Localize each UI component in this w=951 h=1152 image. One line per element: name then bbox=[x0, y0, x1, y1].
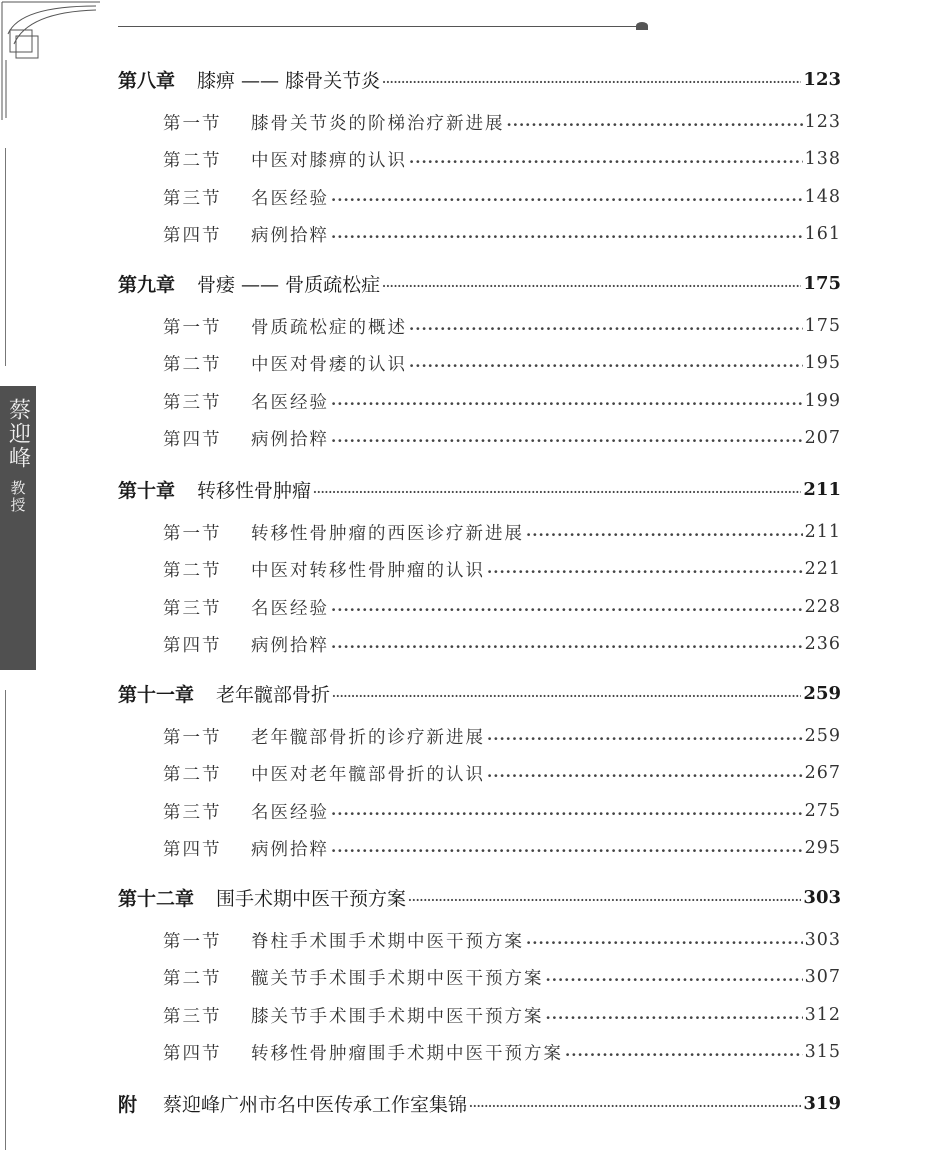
top-rule-ornament bbox=[636, 22, 648, 30]
entry-label bbox=[118, 270, 380, 297]
page-number: 228 bbox=[804, 597, 841, 617]
dot-leader bbox=[487, 762, 803, 788]
dot-leader bbox=[331, 800, 803, 826]
toc-section-entry[interactable] bbox=[163, 311, 841, 341]
section-title: 中医对转移性骨肿瘤的认识 bbox=[251, 560, 485, 581]
toc-section-entry[interactable] bbox=[163, 517, 841, 547]
section-title: 名医经验 bbox=[251, 188, 329, 209]
dot-leader bbox=[331, 390, 803, 416]
page-number: 207 bbox=[804, 428, 841, 448]
section-number: 第一节 bbox=[163, 931, 222, 952]
chapter-number: 第十章 bbox=[118, 479, 176, 502]
page-number: 175 bbox=[803, 272, 841, 294]
chapter-title: 膝痹 —— 膝骨关节炎 bbox=[197, 69, 381, 92]
toc-chapter-entry[interactable] bbox=[118, 474, 841, 504]
section-title: 髋关节手术围手术期中医干预方案 bbox=[251, 968, 544, 989]
page-number: 259 bbox=[803, 682, 841, 704]
section-title: 名医经验 bbox=[251, 802, 329, 823]
margin-rule bbox=[5, 148, 6, 366]
page-number: 123 bbox=[804, 112, 841, 132]
section-title: 病例拾粹 bbox=[251, 429, 329, 450]
entry-label bbox=[163, 110, 505, 135]
section-number: 第三节 bbox=[163, 392, 222, 413]
entry-label bbox=[163, 761, 485, 786]
toc-section-entry[interactable] bbox=[163, 144, 841, 174]
entry-label bbox=[163, 928, 524, 953]
side-tab bbox=[0, 386, 36, 670]
page-number: 312 bbox=[804, 1005, 841, 1025]
section-number: 第二节 bbox=[163, 764, 222, 785]
dot-leader bbox=[382, 66, 801, 94]
entry-label bbox=[163, 185, 329, 210]
page-number: 211 bbox=[803, 478, 841, 500]
section-number: 第四节 bbox=[163, 225, 222, 246]
chapter-title: 围手术期中医干预方案 bbox=[216, 887, 407, 910]
page-number: 303 bbox=[803, 886, 841, 908]
section-number: 第三节 bbox=[163, 598, 222, 619]
page-number: 123 bbox=[803, 68, 841, 90]
section-number: 第一节 bbox=[163, 317, 222, 338]
entry-label bbox=[163, 426, 329, 451]
entry-label bbox=[163, 724, 485, 749]
entry-label bbox=[163, 965, 544, 990]
toc-section-entry[interactable] bbox=[163, 592, 841, 622]
toc-section-entry[interactable] bbox=[163, 758, 841, 788]
entry-label bbox=[163, 314, 407, 339]
page-number: 267 bbox=[804, 763, 841, 783]
toc-section-entry[interactable] bbox=[163, 554, 841, 584]
entry-label bbox=[163, 557, 485, 582]
page-number: 148 bbox=[804, 187, 841, 207]
entry-label bbox=[118, 680, 330, 707]
dot-leader bbox=[565, 1041, 803, 1067]
entry-label bbox=[163, 595, 329, 620]
toc-section-entry[interactable] bbox=[163, 423, 841, 453]
section-number: 第四节 bbox=[163, 1043, 222, 1064]
page-number: 259 bbox=[804, 726, 841, 746]
section-title: 病例拾粹 bbox=[251, 635, 329, 656]
dot-leader bbox=[469, 1090, 801, 1118]
entry-label bbox=[163, 389, 329, 414]
dot-leader bbox=[331, 223, 803, 249]
chapter-number: 第十一章 bbox=[118, 683, 195, 706]
corner-ornament bbox=[0, 0, 110, 130]
toc-chapter-entry[interactable] bbox=[118, 64, 841, 94]
toc-section-entry[interactable] bbox=[163, 348, 841, 378]
toc-section-entry[interactable] bbox=[163, 182, 841, 212]
page-number: 199 bbox=[804, 391, 841, 411]
section-number: 第三节 bbox=[163, 802, 222, 823]
section-number: 第四节 bbox=[163, 839, 222, 860]
chapter-title: 老年髋部骨折 bbox=[216, 683, 331, 706]
page-number: 295 bbox=[804, 838, 841, 858]
chapter-number: 第八章 bbox=[118, 69, 176, 92]
entry-label bbox=[163, 799, 329, 824]
dot-leader bbox=[546, 1004, 803, 1030]
dot-leader bbox=[408, 884, 801, 912]
entry-label bbox=[118, 884, 406, 911]
entry-label bbox=[163, 222, 329, 247]
toc-section-entry[interactable] bbox=[163, 1037, 841, 1067]
section-title: 病例拾粹 bbox=[251, 225, 329, 246]
author-title: 教授 bbox=[8, 480, 27, 514]
dot-leader bbox=[526, 929, 803, 955]
section-number: 第一节 bbox=[163, 727, 222, 748]
section-title: 转移性骨肿瘤的西医诊疗新进展 bbox=[251, 523, 524, 544]
toc-section-entry[interactable] bbox=[163, 721, 841, 751]
page-number: 275 bbox=[804, 801, 841, 821]
section-title: 中医对老年髋部骨折的认识 bbox=[251, 764, 485, 785]
page-number: 161 bbox=[804, 224, 841, 244]
section-title: 膝骨关节炎的阶梯治疗新进展 bbox=[251, 113, 505, 134]
dot-leader bbox=[331, 596, 803, 622]
page-number: 303 bbox=[804, 930, 841, 950]
page-number: 211 bbox=[804, 522, 841, 542]
dot-leader bbox=[487, 558, 803, 584]
chapter-title: 骨痿 —— 骨质疏松症 bbox=[197, 273, 381, 296]
dot-leader bbox=[331, 186, 803, 212]
toc-section-entry[interactable] bbox=[163, 796, 841, 826]
section-number: 第四节 bbox=[163, 429, 222, 450]
section-number: 第二节 bbox=[163, 560, 222, 581]
entry-label bbox=[163, 1040, 563, 1065]
section-title: 中医对膝痹的认识 bbox=[251, 150, 407, 171]
chapter-number: 第十二章 bbox=[118, 887, 195, 910]
entry-label bbox=[118, 1090, 467, 1117]
entry-label bbox=[118, 66, 380, 93]
section-title: 名医经验 bbox=[251, 598, 329, 619]
dot-leader bbox=[332, 680, 801, 708]
toc-section-entry[interactable] bbox=[163, 107, 841, 137]
dot-leader bbox=[409, 148, 803, 174]
section-title: 名医经验 bbox=[251, 392, 329, 413]
page-number: 221 bbox=[804, 559, 841, 579]
entry-label bbox=[163, 520, 524, 545]
dot-leader bbox=[331, 427, 803, 453]
dot-leader bbox=[382, 270, 801, 298]
entry-label bbox=[163, 147, 407, 172]
section-title: 转移性骨肿瘤围手术期中医干预方案 bbox=[251, 1043, 563, 1064]
section-number: 第四节 bbox=[163, 635, 222, 656]
entry-label bbox=[163, 351, 407, 376]
section-number: 第二节 bbox=[163, 968, 222, 989]
section-number: 第二节 bbox=[163, 354, 222, 375]
chapter-title: 转移性骨肿瘤 bbox=[197, 479, 312, 502]
page-number: 195 bbox=[804, 353, 841, 373]
dot-leader bbox=[507, 111, 803, 137]
dot-leader bbox=[546, 966, 803, 992]
section-title: 中医对骨痿的认识 bbox=[251, 354, 407, 375]
toc-chapter-entry[interactable] bbox=[118, 882, 841, 912]
section-title: 脊柱手术围手术期中医干预方案 bbox=[251, 931, 524, 952]
toc-section-entry[interactable] bbox=[163, 962, 841, 992]
dot-leader bbox=[409, 315, 803, 341]
entry-label bbox=[163, 836, 329, 861]
page-number: 138 bbox=[804, 149, 841, 169]
page-number: 307 bbox=[804, 967, 841, 987]
entry-label bbox=[163, 632, 329, 657]
author-name: 蔡迎峰 bbox=[5, 398, 31, 470]
chapter-number: 第九章 bbox=[118, 273, 176, 296]
section-number: 第一节 bbox=[163, 113, 222, 134]
section-title: 病例拾粹 bbox=[251, 839, 329, 860]
toc-section-entry[interactable] bbox=[163, 629, 841, 659]
section-title: 膝关节手术围手术期中医干预方案 bbox=[251, 1006, 544, 1027]
page-number: 319 bbox=[803, 1092, 841, 1114]
dot-leader bbox=[487, 725, 803, 751]
section-number: 第三节 bbox=[163, 188, 222, 209]
toc-section-entry[interactable] bbox=[163, 386, 841, 416]
dot-leader bbox=[409, 352, 803, 378]
section-title: 老年髋部骨折的诊疗新进展 bbox=[251, 727, 485, 748]
dot-leader bbox=[526, 521, 803, 547]
toc-chapter-entry[interactable] bbox=[118, 678, 841, 708]
toc-chapter-entry[interactable] bbox=[118, 268, 841, 298]
section-number: 第二节 bbox=[163, 150, 222, 171]
toc-section-entry[interactable] bbox=[163, 833, 841, 863]
dot-leader bbox=[331, 633, 803, 659]
dot-leader bbox=[331, 837, 803, 863]
entry-label bbox=[118, 476, 311, 503]
dot-leader bbox=[313, 476, 801, 504]
page-number: 175 bbox=[804, 316, 841, 336]
toc-section-entry[interactable] bbox=[163, 1000, 841, 1030]
toc-section-entry[interactable] bbox=[163, 925, 841, 955]
section-number: 第三节 bbox=[163, 1006, 222, 1027]
chapter-title: 蔡迎峰广州市名中医传承工作室集锦 bbox=[163, 1093, 468, 1116]
top-rule bbox=[118, 26, 648, 27]
margin-rule bbox=[5, 690, 6, 1150]
page-number: 236 bbox=[804, 634, 841, 654]
page-number: 315 bbox=[804, 1042, 841, 1062]
entry-label bbox=[163, 1003, 544, 1028]
chapter-number: 附 bbox=[118, 1093, 138, 1116]
section-title: 骨质疏松症的概述 bbox=[251, 317, 407, 338]
toc-section-entry[interactable] bbox=[163, 219, 841, 249]
section-number: 第一节 bbox=[163, 523, 222, 544]
toc-chapter-entry[interactable] bbox=[118, 1088, 841, 1118]
